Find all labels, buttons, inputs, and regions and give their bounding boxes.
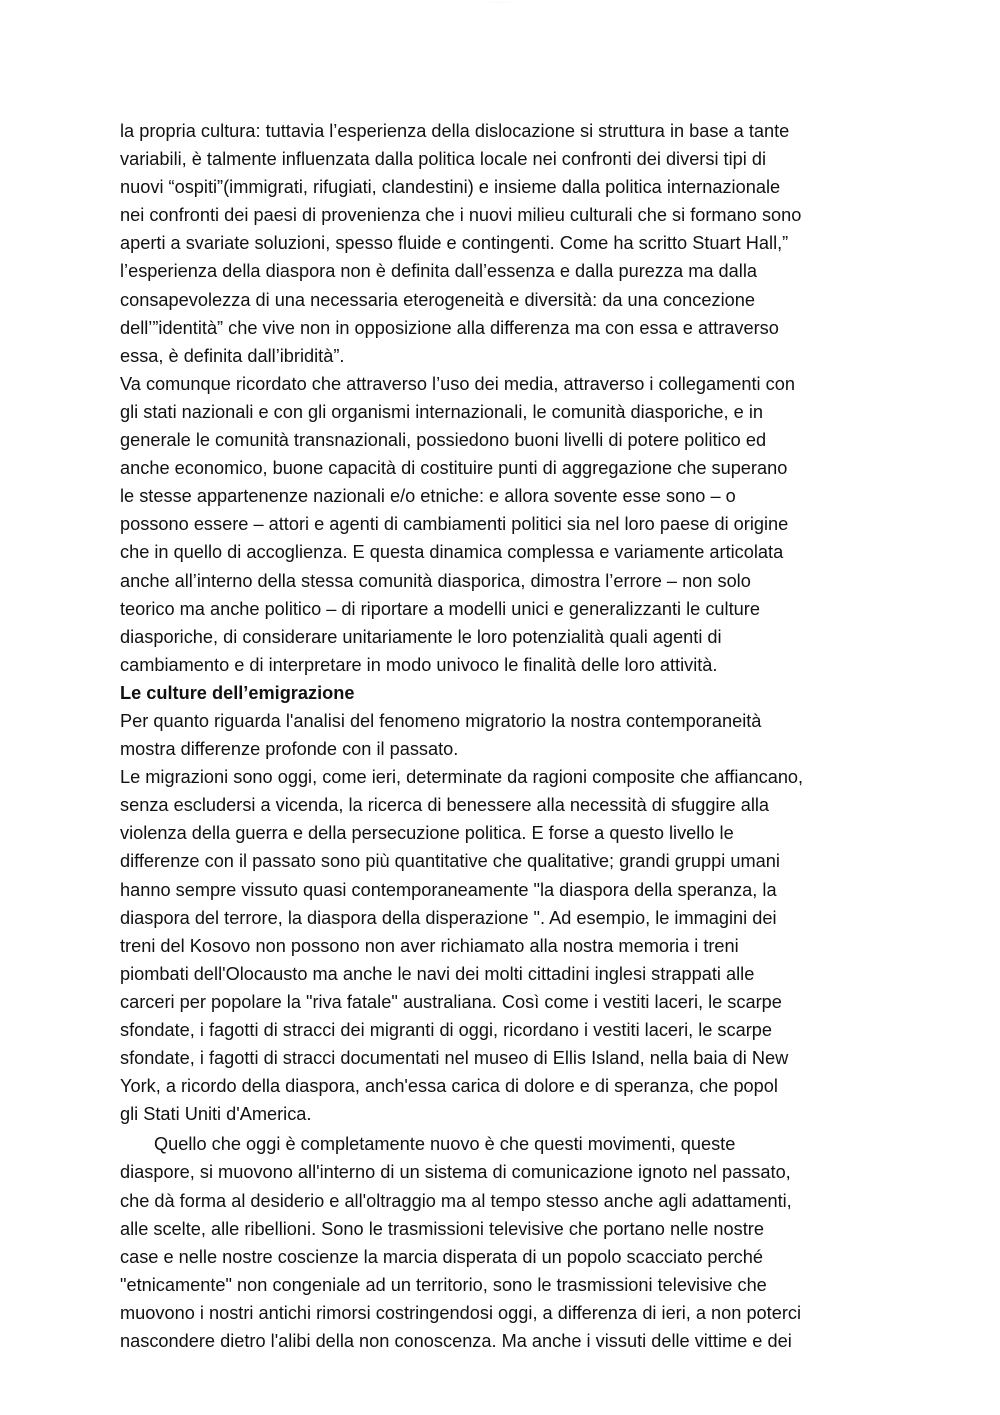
text-line: case e nelle nostre coscienze la marcia disperata di un popolo scacciato perché — [120, 1246, 763, 1267]
text-line: piombati dell'Olocausto ma anche le navi dei molti cittadini inglesi strappati alle — [120, 963, 755, 984]
text-line: possono essere – attori e agenti di cambiamenti politici sia nel loro paese di origine — [120, 514, 789, 535]
text-line: York, a ricordo della diaspora, anch'essa carica di dolore e di speranza, che popol — [120, 1076, 778, 1097]
section-heading: Le culture dell’emigrazione — [120, 682, 355, 703]
text-line: mostra differenze profonde con il passato. — [120, 739, 459, 760]
text-line: generale le comunità transnazionali, possiedono buoni livelli di potere politico ed — [120, 430, 767, 451]
text-line: violenza della guerra e della persecuzione politica. E forse a questo livello le — [120, 823, 734, 844]
text-line: teorico ma anche politico – di riportare a modelli unici e generalizzanti le culture — [120, 598, 760, 619]
text-line: variabili, è talmente influenzata dalla politica locale nei confronti dei diversi tipi di — [120, 149, 767, 170]
text-line: Le migrazioni sono oggi, come ieri, determinate da ragioni composite che affiancano, — [120, 767, 804, 788]
text-line: dell’”identità” che vive non in opposizione alla differenza ma con essa e attraverso — [120, 317, 779, 338]
text-line: sfondate, i fagotti di stracci documentati nel museo di Ellis Island, nella baia di New — [120, 1048, 789, 1069]
text-line: anche economico, buone capacità di costituire punti di aggregazione che superano — [120, 458, 788, 479]
text-line: differenze con il passato sono più quantitative che qualitative; grandi gruppi umani — [120, 851, 780, 872]
text-line: l’esperienza della diaspora non è definita dall’essenza e dalla purezza ma dalla — [120, 261, 757, 282]
text-line: carceri per popolare la "riva fatale" australiana. Così come i vestiti laceri, le scarpe — [120, 991, 782, 1012]
text-line: alle scelte, alle ribellioni. Sono le trasmissioni televisive che portano nelle nostre — [120, 1218, 764, 1239]
text-line: senza escludersi a vicenda, la ricerca di benessere alla necessità di sfuggire alla — [120, 795, 770, 816]
text-line: gli Stati Uniti d'America. — [120, 1104, 312, 1125]
text-line: "etnicamente" non congeniale ad un territorio, sono le trasmissioni televisive che — [120, 1274, 767, 1295]
text-line: sfondate, i fagotti di stracci dei migranti di oggi, ricordano i vestiti laceri, le scarpe — [120, 1020, 773, 1040]
page-header-mark: · · · · · · · — [490, 0, 510, 5]
text-line: gli stati nazionali e con gli organismi internazionali, le comunità diasporiche, e in — [120, 401, 763, 422]
text-line: diaspora del terrore, la diaspora della disperazione ". Ad esempio, le immagini dei — [120, 907, 777, 928]
text-line: essa, è definita dall’ibridità”. — [120, 345, 345, 366]
paragraph-first-line: Quello che oggi è completamente nuovo è che questi movimenti, queste — [154, 1134, 736, 1155]
text-line: anche all’interno della stessa comunità diasporica, dimostra l’errore – non solo — [120, 570, 751, 591]
text-line: consapevolezza di una necessaria eterogeneità e diversità: da una concezione — [120, 289, 755, 310]
text-line: hanno sempre vissuto quasi contemporaneamente "la diaspora della speranza, la — [120, 879, 777, 900]
text-line: diasporiche, di considerare unitariamente le loro potenzialità quali agenti di — [120, 626, 722, 647]
text-line: Va comunque ricordato che attraverso l’uso dei media, attraverso i collegamenti con — [120, 373, 795, 394]
text-line: nei confronti dei paesi di provenienza che i nuovi milieu culturali che si formano sono — [120, 205, 802, 226]
document-body — [120, 117, 890, 1355]
text-line: muovono i nostri antichi rimorsi costringendosi oggi, a differenza di ieri, a non poterci — [120, 1302, 802, 1323]
text-line: nuovi “ospiti”(immigrati, rifugiati, clandestini) e insieme dalla politica internazionale — [120, 177, 781, 198]
text-line: cambiamento e di interpretare in modo univoco le finalità delle loro attività. — [120, 654, 718, 675]
text-line: aperti a svariate soluzioni, spesso fluide e contingenti. Come ha scritto Stuart Hall,” — [120, 233, 789, 254]
text-line: Per quanto riguarda l'analisi del fenomeno migratorio la nostra contemporaneità — [120, 710, 762, 731]
text-line: le stesse appartenenze nazionali e/o etniche: e allora sovente esse sono – o — [120, 486, 736, 507]
text-line: la propria cultura: tuttavia l’esperienza della dislocazione si struttura in base a tante — [120, 121, 790, 141]
text-line: che dà forma al desiderio e all'oltraggio ma al tempo stesso anche agli adattamenti, — [120, 1190, 792, 1211]
text-line: nascondere dietro l'alibi della non conoscenza. Ma anche i vissuti delle vittime e dei — [120, 1331, 792, 1352]
text-line: diaspore, si muovono all'interno di un sistema di comunicazione ignoto nel passato, — [120, 1162, 791, 1183]
text-line: che in quello di accoglienza. E questa dinamica complessa e variamente articolata — [120, 542, 784, 563]
text-line: treni del Kosovo non possono non aver richiamato alla nostra memoria i treni — [120, 935, 739, 956]
